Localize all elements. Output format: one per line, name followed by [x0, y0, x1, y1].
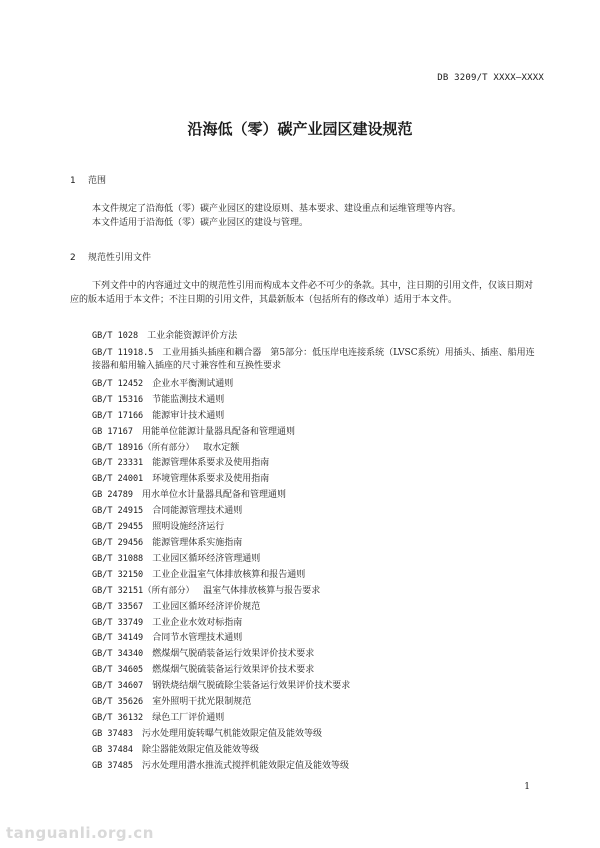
document-code: DB 3209/T XXXX—XXXX — [437, 73, 544, 83]
reference-item — [70, 347, 540, 374]
reference-title: 燃煤烟气脱硝装备运行效果评价技术要求 — [152, 649, 315, 660]
reference-item — [70, 631, 540, 647]
reference-item — [70, 393, 540, 409]
reference-code: GB/T 35626 — [92, 697, 144, 708]
reference-title: 工业用插头插座和耦合器 第5部分：低压岸电连接系统（LVSC系统）用插头、插座、船用连接器和船用输入插座的尺寸兼容性和互换性要求 — [92, 347, 535, 372]
reference-item — [70, 552, 540, 568]
reference-item — [70, 425, 540, 441]
reference-code: GB/T 34605 — [92, 665, 144, 676]
reference-item — [70, 568, 540, 584]
reference-list — [70, 329, 540, 775]
reference-title: 能源管理体系实施指南 — [152, 537, 243, 548]
reference-title: 钢铁烧结烟气脱硫除尘装备运行效果评价技术要求 — [152, 681, 351, 692]
reference-code: GB/T 34149 — [92, 633, 144, 644]
reference-title: 污水处理用旋转曝气机能效限定值及能效等级 — [141, 728, 322, 739]
reference-code: GB/T 15316 — [92, 394, 144, 405]
reference-title: 照明设施经济运行 — [152, 522, 225, 533]
section-2-title: 规范性引用文件 — [88, 253, 152, 263]
reference-item — [70, 663, 540, 679]
reference-title: 取水定额 — [203, 442, 240, 453]
reference-code: GB/T 17166 — [92, 410, 144, 421]
reference-item — [70, 727, 540, 743]
reference-code: GB/T 34340 — [92, 649, 144, 660]
reference-title: 能源管理体系要求及使用指南 — [152, 458, 270, 469]
reference-item — [70, 488, 540, 504]
reference-item — [70, 520, 540, 536]
reference-title: 用水单位水计量器具配备和管理通则 — [141, 490, 286, 501]
reference-item — [70, 536, 540, 552]
reference-item — [70, 679, 540, 695]
reference-code: GB/T 32151（所有部分） — [92, 585, 195, 596]
site-watermark: tanguanli.org.cn — [6, 824, 154, 842]
reference-code: GB/T 29456 — [92, 537, 144, 548]
reference-code: GB/T 33749 — [92, 617, 144, 628]
reference-item — [70, 759, 540, 775]
reference-code: GB/T 32150 — [92, 569, 144, 580]
reference-item — [70, 616, 540, 632]
reference-code: GB/T 29455 — [92, 522, 144, 533]
reference-code: GB 37483 — [92, 728, 133, 739]
reference-item — [70, 695, 540, 711]
reference-title: 工业企业水效对标指南 — [152, 617, 243, 628]
reference-code: GB/T 24001 — [92, 474, 144, 485]
reference-item — [70, 584, 540, 600]
reference-title: 工业园区循环经济评价规范 — [152, 601, 261, 612]
reference-title: 温室气体排放核算与报告要求 — [203, 585, 321, 596]
reference-title: 合同节水管理技术通则 — [152, 633, 243, 644]
reference-title: 节能监测技术通则 — [152, 394, 225, 405]
reference-title: 企业水平衡测试通则 — [152, 378, 234, 389]
reference-code: GB/T 12452 — [92, 378, 144, 389]
reference-item — [70, 377, 540, 393]
reference-code: GB/T 31088 — [92, 553, 144, 564]
reference-title: 工业园区循环经济管理通则 — [152, 553, 261, 564]
reference-title: 燃煤烟气脱硫装备运行效果评价技术要求 — [152, 665, 315, 676]
reference-item — [70, 711, 540, 727]
reference-title: 污水处理用潜水推流式搅拌机能效限定值及能效等级 — [141, 760, 349, 771]
section-2-intro-text: 下列文件中的内容通过文中的规范性引用而构成本文件必不可少的条款。其中，注日期的引用文件，仅该日期对应的版本适用于本文件；不注日期的引用文件，其最新版本（包括所有的修改单）适用于本文件。 — [70, 281, 534, 305]
reference-title: 能源审计技术通则 — [152, 410, 225, 421]
reference-item — [70, 504, 540, 520]
section-2-number: 2 — [70, 253, 76, 263]
section-2-heading — [70, 250, 151, 263]
reference-code: GB/T 33567 — [92, 601, 144, 612]
reference-item — [70, 456, 540, 472]
reference-code: GB/T 34607 — [92, 681, 144, 692]
reference-code: GB/T 36132 — [92, 712, 144, 723]
page-number: 1 — [524, 782, 530, 792]
reference-title: 工业企业温室气体排放核算和报告通则 — [152, 569, 306, 580]
section-2-intro — [70, 280, 540, 307]
reference-code: GB/T 23331 — [92, 458, 144, 469]
reference-code: GB/T 11918.5 — [92, 347, 154, 358]
section-1-paragraph: 本文件规定了沿海低（零）碳产业园区的建设原则、基本要求、建设重点和运维管理等内容。 — [92, 204, 462, 214]
reference-title: 除尘器能效限定值及能效等级 — [141, 744, 259, 755]
reference-code: GB 37485 — [92, 760, 133, 771]
reference-code: GB 37484 — [92, 744, 133, 755]
section-1-title: 范围 — [88, 176, 107, 186]
reference-title: 用能单位能源计量器具配备和管理通则 — [141, 426, 295, 437]
reference-code: GB/T 1028 — [92, 331, 139, 341]
reference-title: 室外照明干扰光限制规范 — [152, 697, 252, 708]
section-1-paragraph: 本文件适用于沿海低（零）碳产业园区的建设与管理。 — [92, 217, 309, 228]
reference-code: GB/T 18916（所有部分） — [92, 442, 195, 453]
section-1-body — [70, 203, 540, 230]
reference-title: 环境管理体系要求及使用指南 — [152, 474, 270, 485]
reference-item — [70, 441, 540, 457]
reference-code: GB 24789 — [92, 490, 133, 501]
reference-title: 工业余能资源评价方法 — [147, 331, 238, 341]
section-1-number: 1 — [70, 176, 76, 186]
reference-title: 合同能源管理技术通则 — [152, 506, 243, 517]
section-1-heading — [70, 173, 106, 186]
reference-item — [70, 472, 540, 488]
reference-item — [70, 409, 540, 425]
reference-item — [70, 743, 540, 759]
reference-code: GB 17167 — [92, 426, 133, 437]
reference-item — [70, 329, 540, 345]
reference-item — [70, 647, 540, 663]
document-title: 沿海低（零）碳产业园区建设规范 — [187, 120, 413, 138]
reference-title: 绿色工厂评价通则 — [152, 712, 225, 723]
reference-item — [70, 600, 540, 616]
reference-code: GB/T 24915 — [92, 506, 144, 517]
